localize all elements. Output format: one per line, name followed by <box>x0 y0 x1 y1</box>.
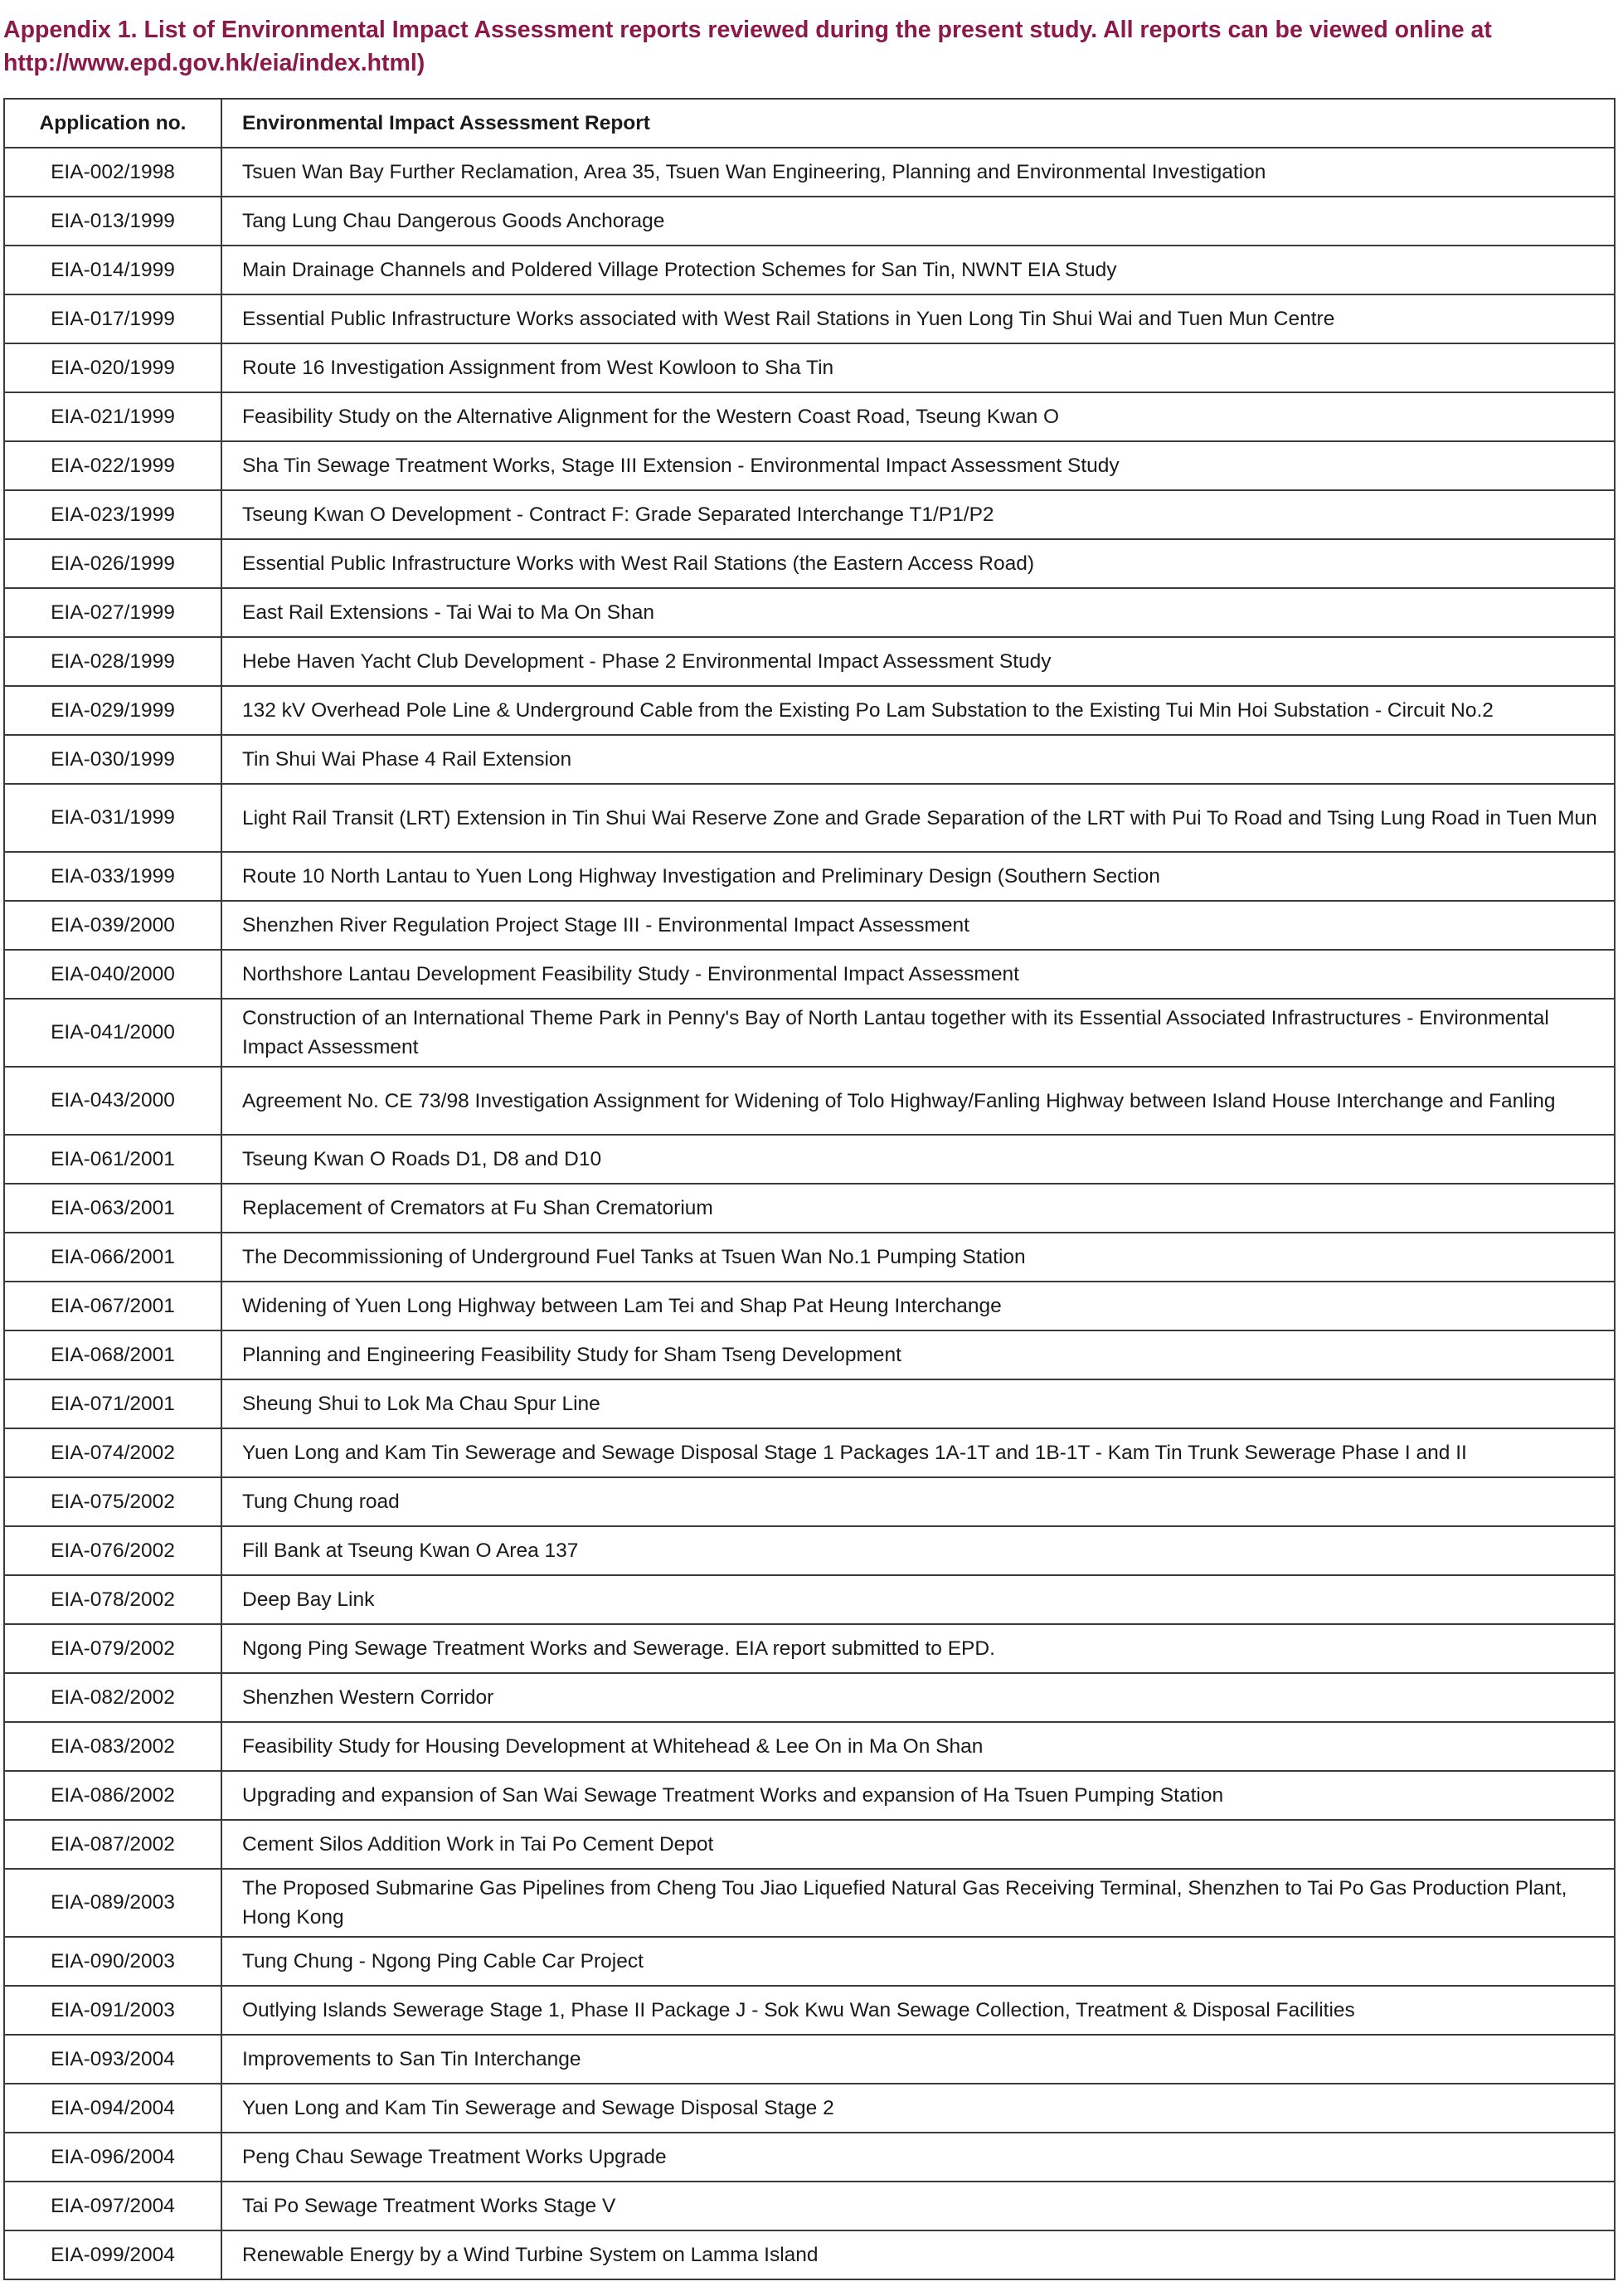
report-title-cell: Yuen Long and Kam Tin Sewerage and Sewage Disposal Stage 2 <box>221 2084 1615 2133</box>
report-title-cell: Upgrading and expansion of San Wai Sewage Treatment Works and expansion of Ha Tsuen Pumping Station <box>221 1771 1615 1820</box>
table-row <box>4 294 1615 343</box>
application-no-cell: EIA-083/2002 <box>4 1722 221 1771</box>
application-no-cell: EIA-023/1999 <box>4 490 221 539</box>
application-no-cell: EIA-087/2002 <box>4 1820 221 1869</box>
report-title-cell: Essential Public Infrastructure Works associated with West Rail Stations in Yuen Long Tin Shui Wai and Tuen Mun Centre <box>221 294 1615 343</box>
table-row <box>4 197 1615 246</box>
report-title-cell: Tung Chung - Ngong Ping Cable Car Project <box>221 1937 1615 1986</box>
application-no-cell: EIA-039/2000 <box>4 901 221 950</box>
application-no-cell: EIA-063/2001 <box>4 1184 221 1233</box>
application-no-cell: EIA-066/2001 <box>4 1233 221 1282</box>
table-row <box>4 490 1615 539</box>
application-no-cell: EIA-020/1999 <box>4 343 221 392</box>
application-no-cell: EIA-061/2001 <box>4 1135 221 1184</box>
table-row <box>4 1330 1615 1379</box>
report-title-cell: Tseung Kwan O Roads D1, D8 and D10 <box>221 1135 1615 1184</box>
report-title-cell: Sheung Shui to Lok Ma Chau Spur Line <box>221 1379 1615 1428</box>
report-title-cell: Tseung Kwan O Development - Contract F: Grade Separated Interchange T1/P1/P2 <box>221 490 1615 539</box>
application-no-cell: EIA-099/2004 <box>4 2230 221 2279</box>
table-row <box>4 1820 1615 1869</box>
table-row <box>4 852 1615 901</box>
report-title-cell: Route 16 Investigation Assignment from West Kowloon to Sha Tin <box>221 343 1615 392</box>
report-title-cell: Essential Public Infrastructure Works with West Rail Stations (the Eastern Access Road) <box>221 539 1615 588</box>
application-no-cell: EIA-041/2000 <box>4 999 221 1067</box>
application-no-cell: EIA-079/2002 <box>4 1624 221 1673</box>
report-title-cell: Improvements to San Tin Interchange <box>221 2035 1615 2084</box>
application-no-cell: EIA-068/2001 <box>4 1330 221 1379</box>
application-no-cell: EIA-096/2004 <box>4 2133 221 2182</box>
application-no-cell: EIA-067/2001 <box>4 1282 221 1330</box>
table-row <box>4 148 1615 197</box>
application-no-cell: EIA-043/2000 <box>4 1067 221 1135</box>
report-title-cell: Main Drainage Channels and Poldered Village Protection Schemes for San Tin, NWNT EIA Study <box>221 246 1615 294</box>
report-title-cell: Deep Bay Link <box>221 1575 1615 1624</box>
application-no-cell: EIA-040/2000 <box>4 950 221 999</box>
table-row <box>4 2084 1615 2133</box>
column-header-application-no: Application no. <box>4 99 221 148</box>
report-title-cell: Hebe Haven Yacht Club Development - Phase 2 Environmental Impact Assessment Study <box>221 637 1615 686</box>
application-no-cell: EIA-093/2004 <box>4 2035 221 2084</box>
application-no-cell: EIA-086/2002 <box>4 1771 221 1820</box>
application-no-cell: EIA-082/2002 <box>4 1673 221 1722</box>
application-no-cell: EIA-028/1999 <box>4 637 221 686</box>
application-no-cell: EIA-091/2003 <box>4 1986 221 2035</box>
table-row <box>4 539 1615 588</box>
application-no-cell: EIA-074/2002 <box>4 1428 221 1477</box>
table-body <box>4 148 1615 2279</box>
table-row <box>4 392 1615 441</box>
report-title-cell: The Decommissioning of Underground Fuel Tanks at Tsuen Wan No.1 Pumping Station <box>221 1233 1615 1282</box>
table-row <box>4 637 1615 686</box>
table-row <box>4 1722 1615 1771</box>
report-title-cell: Tung Chung road <box>221 1477 1615 1526</box>
table-row <box>4 1282 1615 1330</box>
report-title-cell: Light Rail Transit (LRT) Extension in Tin Shui Wai Reserve Zone and Grade Separation of the LRT with Pui To Road and Tsing Lung Road in Tuen Mun <box>221 784 1615 852</box>
report-title-cell: Planning and Engineering Feasibility Study for Sham Tseng Development <box>221 1330 1615 1379</box>
report-title-cell: Outlying Islands Sewerage Stage 1, Phase II Package J - Sok Kwu Wan Sewage Collection, Treatment & Disposal Facilities <box>221 1986 1615 2035</box>
table-row <box>4 2182 1615 2230</box>
application-no-cell: EIA-071/2001 <box>4 1379 221 1428</box>
report-title-cell: Agreement No. CE 73/98 Investigation Assignment for Widening of Tolo Highway/Fanling Highway between Island House Interchange and Fanling <box>221 1067 1615 1135</box>
report-title-cell: Feasibility Study on the Alternative Alignment for the Western Coast Road, Tseung Kwan O <box>221 392 1615 441</box>
report-title-cell: Tsuen Wan Bay Further Reclamation, Area 35, Tsuen Wan Engineering, Planning and Environmental Investigation <box>221 148 1615 197</box>
application-no-cell: EIA-014/1999 <box>4 246 221 294</box>
report-title-cell: Fill Bank at Tseung Kwan O Area 137 <box>221 1526 1615 1575</box>
appendix-caption: Appendix 1. List of Environmental Impact Assessment reports reviewed during the present study. All reports can be viewed online at http://www.epd.gov.hk/eia/index.html) <box>3 17 1492 76</box>
application-no-cell: EIA-033/1999 <box>4 852 221 901</box>
report-title-cell: Tang Lung Chau Dangerous Goods Anchorage <box>221 197 1615 246</box>
table-row <box>4 1233 1615 1282</box>
table-row <box>4 441 1615 490</box>
table-row <box>4 2133 1615 2182</box>
column-header-report: Environmental Impact Assessment Report <box>221 99 1615 148</box>
application-no-cell: EIA-030/1999 <box>4 735 221 784</box>
application-no-cell: EIA-022/1999 <box>4 441 221 490</box>
report-title-cell: Sha Tin Sewage Treatment Works, Stage III Extension - Environmental Impact Assessment Study <box>221 441 1615 490</box>
table-row <box>4 1673 1615 1722</box>
table-row <box>4 1526 1615 1575</box>
report-title-cell: Cement Silos Addition Work in Tai Po Cement Depot <box>221 1820 1615 1869</box>
table-row <box>4 246 1615 294</box>
report-title-cell: Renewable Energy by a Wind Turbine System on Lamma Island <box>221 2230 1615 2279</box>
application-no-cell: EIA-002/1998 <box>4 148 221 197</box>
application-no-cell: EIA-013/1999 <box>4 197 221 246</box>
table-header-row <box>4 99 1615 148</box>
application-no-cell: EIA-021/1999 <box>4 392 221 441</box>
report-title-cell: Tin Shui Wai Phase 4 Rail Extension <box>221 735 1615 784</box>
table-row <box>4 1428 1615 1477</box>
application-no-cell: EIA-027/1999 <box>4 588 221 637</box>
table-row <box>4 2230 1615 2279</box>
application-no-cell: EIA-090/2003 <box>4 1937 221 1986</box>
application-no-cell: EIA-017/1999 <box>4 294 221 343</box>
table-row <box>4 686 1615 735</box>
table-row <box>4 1869 1615 1937</box>
table-row <box>4 735 1615 784</box>
table-row <box>4 1575 1615 1624</box>
report-title-cell: Feasibility Study for Housing Development at Whitehead & Lee On in Ma On Shan <box>221 1722 1615 1771</box>
application-no-cell: EIA-031/1999 <box>4 784 221 852</box>
report-title-cell: 132 kV Overhead Pole Line & Underground Cable from the Existing Po Lam Substation to the Existing Tui Min Hoi Substation - Circuit No.2 <box>221 686 1615 735</box>
table-row <box>4 1067 1615 1135</box>
report-title-cell: Northshore Lantau Development Feasibility Study - Environmental Impact Assessment <box>221 950 1615 999</box>
report-title-cell: Shenzhen Western Corridor <box>221 1673 1615 1722</box>
table-row <box>4 950 1615 999</box>
table-row <box>4 1624 1615 1673</box>
application-no-cell: EIA-097/2004 <box>4 2182 221 2230</box>
application-no-cell: EIA-075/2002 <box>4 1477 221 1526</box>
report-title-cell: Tai Po Sewage Treatment Works Stage V <box>221 2182 1615 2230</box>
table-row <box>4 999 1615 1067</box>
application-no-cell: EIA-026/1999 <box>4 539 221 588</box>
table-row <box>4 784 1615 852</box>
application-no-cell: EIA-089/2003 <box>4 1869 221 1937</box>
application-no-cell: EIA-094/2004 <box>4 2084 221 2133</box>
report-title-cell: Ngong Ping Sewage Treatment Works and Sewerage. EIA report submitted to EPD. <box>221 1624 1615 1673</box>
report-title-cell: The Proposed Submarine Gas Pipelines from Cheng Tou Jiao Liquefied Natural Gas Receiving Terminal, Shenzhen to Tai Po Gas Production Plant, Hong Kong <box>221 1869 1615 1937</box>
report-title-cell: East Rail Extensions - Tai Wai to Ma On Shan <box>221 588 1615 637</box>
table-row <box>4 1379 1615 1428</box>
application-no-cell: EIA-076/2002 <box>4 1526 221 1575</box>
report-title-cell: Shenzhen River Regulation Project Stage III - Environmental Impact Assessment <box>221 901 1615 950</box>
report-title-cell: Peng Chau Sewage Treatment Works Upgrade <box>221 2133 1615 2182</box>
table-row <box>4 343 1615 392</box>
report-title-cell: Construction of an International Theme Park in Penny's Bay of North Lantau together with its Essential Associated Infrastructures - Environmental Impact Assessment <box>221 999 1615 1067</box>
eia-reports-table <box>3 98 1616 2280</box>
table-row <box>4 1771 1615 1820</box>
report-title-cell: Yuen Long and Kam Tin Sewerage and Sewage Disposal Stage 1 Packages 1A-1T and 1B-1T - Kam Tin Trunk Sewerage Phase I and II <box>221 1428 1615 1477</box>
table-row <box>4 588 1615 637</box>
application-no-cell: EIA-029/1999 <box>4 686 221 735</box>
report-title-cell: Replacement of Cremators at Fu Shan Crematorium <box>221 1184 1615 1233</box>
report-title-cell: Route 10 North Lantau to Yuen Long Highway Investigation and Preliminary Design (Southern Section <box>221 852 1615 901</box>
table-row <box>4 1135 1615 1184</box>
application-no-cell: EIA-078/2002 <box>4 1575 221 1624</box>
report-title-cell: Widening of Yuen Long Highway between Lam Tei and Shap Pat Heung Interchange <box>221 1282 1615 1330</box>
table-row <box>4 1937 1615 1986</box>
table-row <box>4 2035 1615 2084</box>
table-row <box>4 1477 1615 1526</box>
table-row <box>4 1184 1615 1233</box>
table-row <box>4 901 1615 950</box>
table-row <box>4 1986 1615 2035</box>
